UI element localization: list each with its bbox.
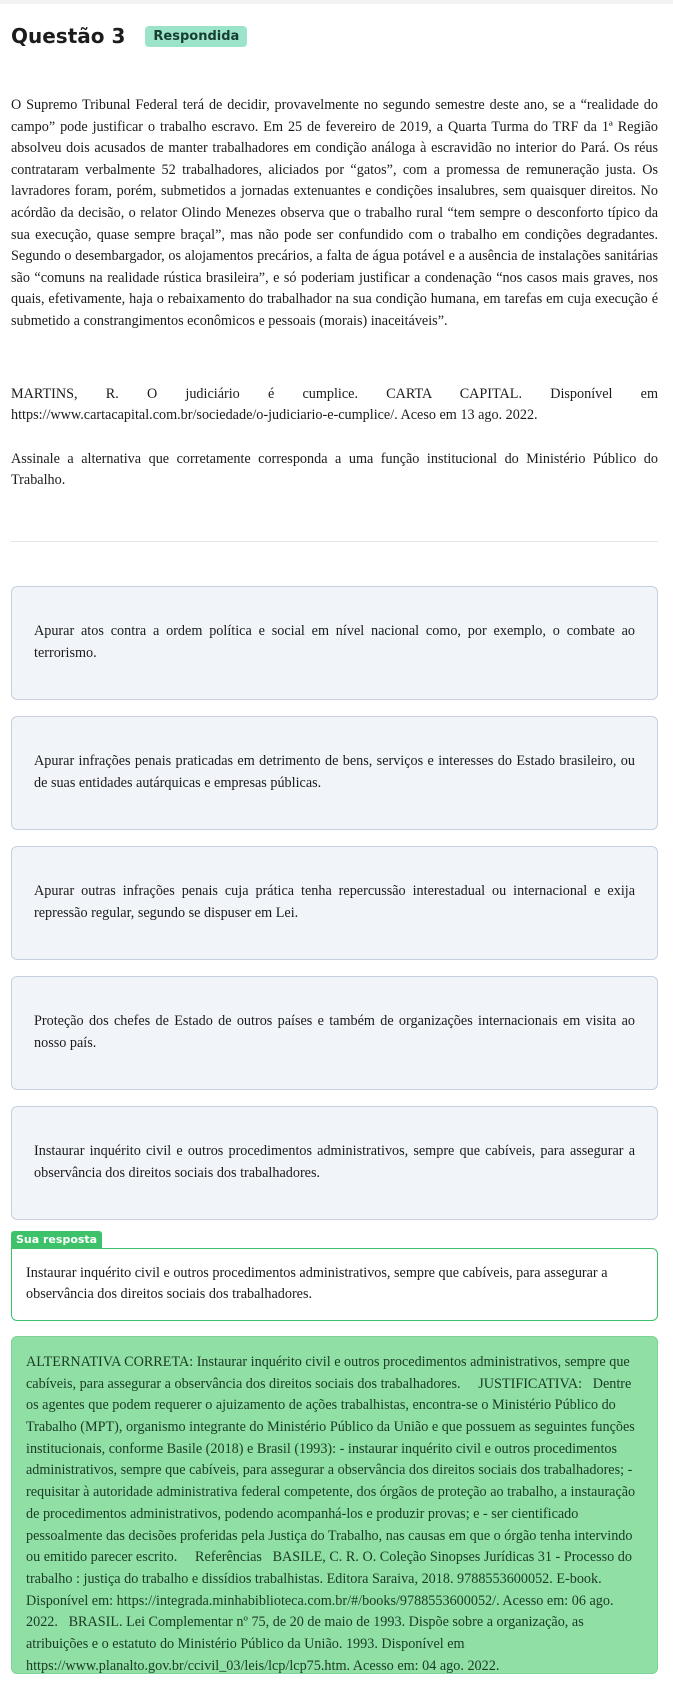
options-list bbox=[11, 586, 658, 1220]
your-answer-text: Instaurar inquérito civil e outros procedimentos administrativos, sempre que cabíveis, para assegurar a observância dos direitos sociais dos trabalhadores. bbox=[26, 1264, 608, 1303]
divider bbox=[11, 541, 658, 542]
your-answer bbox=[11, 1230, 658, 1321]
option-b[interactable] bbox=[11, 716, 658, 830]
option-e[interactable] bbox=[11, 1106, 658, 1220]
question-reference: MARTINS, R. O judiciário é cumplice. CARTA CAPITAL. Disponível em https://www.cartacapital.com.br/sociedade/o-judiciario-e-cumplice/. Aceso em 13 ago. 2022. bbox=[11, 385, 658, 424]
option-text: Proteção dos chefes de Estado de outros países e também de organizações internacionais em visita ao nosso país. bbox=[34, 1013, 635, 1051]
option-a[interactable] bbox=[11, 586, 658, 700]
question-prompt: Assinale a alternativa que corretamente corresponda a uma função institucional do Ministério Público do Trabalho. bbox=[11, 450, 658, 489]
option-c[interactable] bbox=[11, 846, 658, 960]
status-badge: Respondida bbox=[145, 26, 247, 47]
your-answer-label: Sua resposta bbox=[11, 1231, 102, 1248]
option-text: Instaurar inquérito civil e outros procedimentos administrativos, sempre que cabíveis, para assegurar a observância dos direitos sociais dos trabalhadores. bbox=[34, 1143, 635, 1181]
option-text: Apurar atos contra a ordem política e social em nível nacional como, por exemplo, o combate ao terrorismo. bbox=[34, 623, 635, 661]
your-answer-box bbox=[11, 1248, 658, 1321]
feedback-text: ALTERNATIVA CORRETA: Instaurar inquérito civil e outros procedimentos administrativos, sempre que cabíveis, para assegurar a observância dos direitos sociais dos trabalhadores. JUSTIFICATIVA: Dentre os agentes que podem requerer o ajuizamento de ações trabalhistas, encontra-se o Ministério Público do Trabalho (MPT), organismo integrante do Ministério Público da União e que possuem as seguintes funções institucionais, conforme Basile (2018) e Brasil (1993): - instaurar inquérito civil e outros procedimentos administrativos, sempre que cabíveis, para assegurar a observância dos direitos sociais dos trabalhadores; - requisitar à autoridade administrativa federal competente, dos órgãos de proteção ao trabalho, a instauração de procedimentos administrativos, podendo acompanhá-los e produzir provas; e - ser cientificado pessoalmente das decisões proferidas pela Justiça do Trabalho, nas causas em que o órgão tenha intervindo ou emitido parecer escrito. Referências BASILE, C. R. O. Coleção Sinopses Jurídicas 31 - Processo do trabalho : justiça do trabalho e dissídios trabalhistas. Editora Saraiva, 2018. 9788553600052. E-book. Disponível em: https://integrada.minhabiblioteca.com.br/#/books/9788553600052/. Acesso em: 06 ago. 2022. BRASIL. Lei Complementar nº 75, de 20 de maio de 1993. Dispõe sobre a organização, as atribuições e o estatuto do Ministério Público da União. 1993. Disponível em https://www.planalto.gov.br/ccivil_03/leis/lcp/lcp75.htm. Acesso em: 04 ago. 2022. bbox=[26, 1353, 639, 1674]
feedback-box bbox=[11, 1336, 658, 1674]
question-statement: O Supremo Tribunal Federal terá de decidir, provavelmente no segundo semestre deste ano, se a “realidade do campo” pode justificar o trabalho escravo. Em 25 de fevereiro de 2019, a Quarta Turma do TRF da 1ª Região absolveu dois acusados de manter trabalhadores em condição análoga à escravidão no interior do Pará. Os réus contrataram verbalmente 52 trabalhadores, aliciados por “gatos”, com a promessa de remuneração justa. Os lavradores foram, porém, submetidos a jornadas extenuantes e condições insalubres, sem quaisquer direitos. No acórdão da decisão, o relator Olindo Menezes observa que o trabalho rural “tem sempre o desconforto típico da sua execução, quase sempre braçal”, mas não pode ser confundido com o trabalho em condições degradantes. Segundo o desembargador, os alojamentos precários, a falta de água potável e a ausência de instalações sanitárias são “comuns na realidade rústica brasileira”, e só poderiam justificar a condenação “nos casos mais graves, nos quais, efetivamente, haja o rebaixamento do trabalhador na sua condição humana, em tarefas em cuja execução é submetido a constrangimentos econômicos e pessoais (morais) inaceitáveis”. bbox=[11, 97, 658, 329]
option-text: Apurar outras infrações penais cuja prática tenha repercussão interestadual ou internacional e exija repressão regular, segundo se dispuser em Lei. bbox=[34, 883, 635, 921]
option-d[interactable] bbox=[11, 976, 658, 1090]
question-header bbox=[0, 4, 673, 54]
option-text: Apurar infrações penais praticadas em detrimento de bens, serviços e interesses do Estado brasileiro, ou de suas entidades autárquicas e empresas públicas. bbox=[34, 753, 635, 791]
question-title: Questão 3 bbox=[11, 24, 126, 48]
